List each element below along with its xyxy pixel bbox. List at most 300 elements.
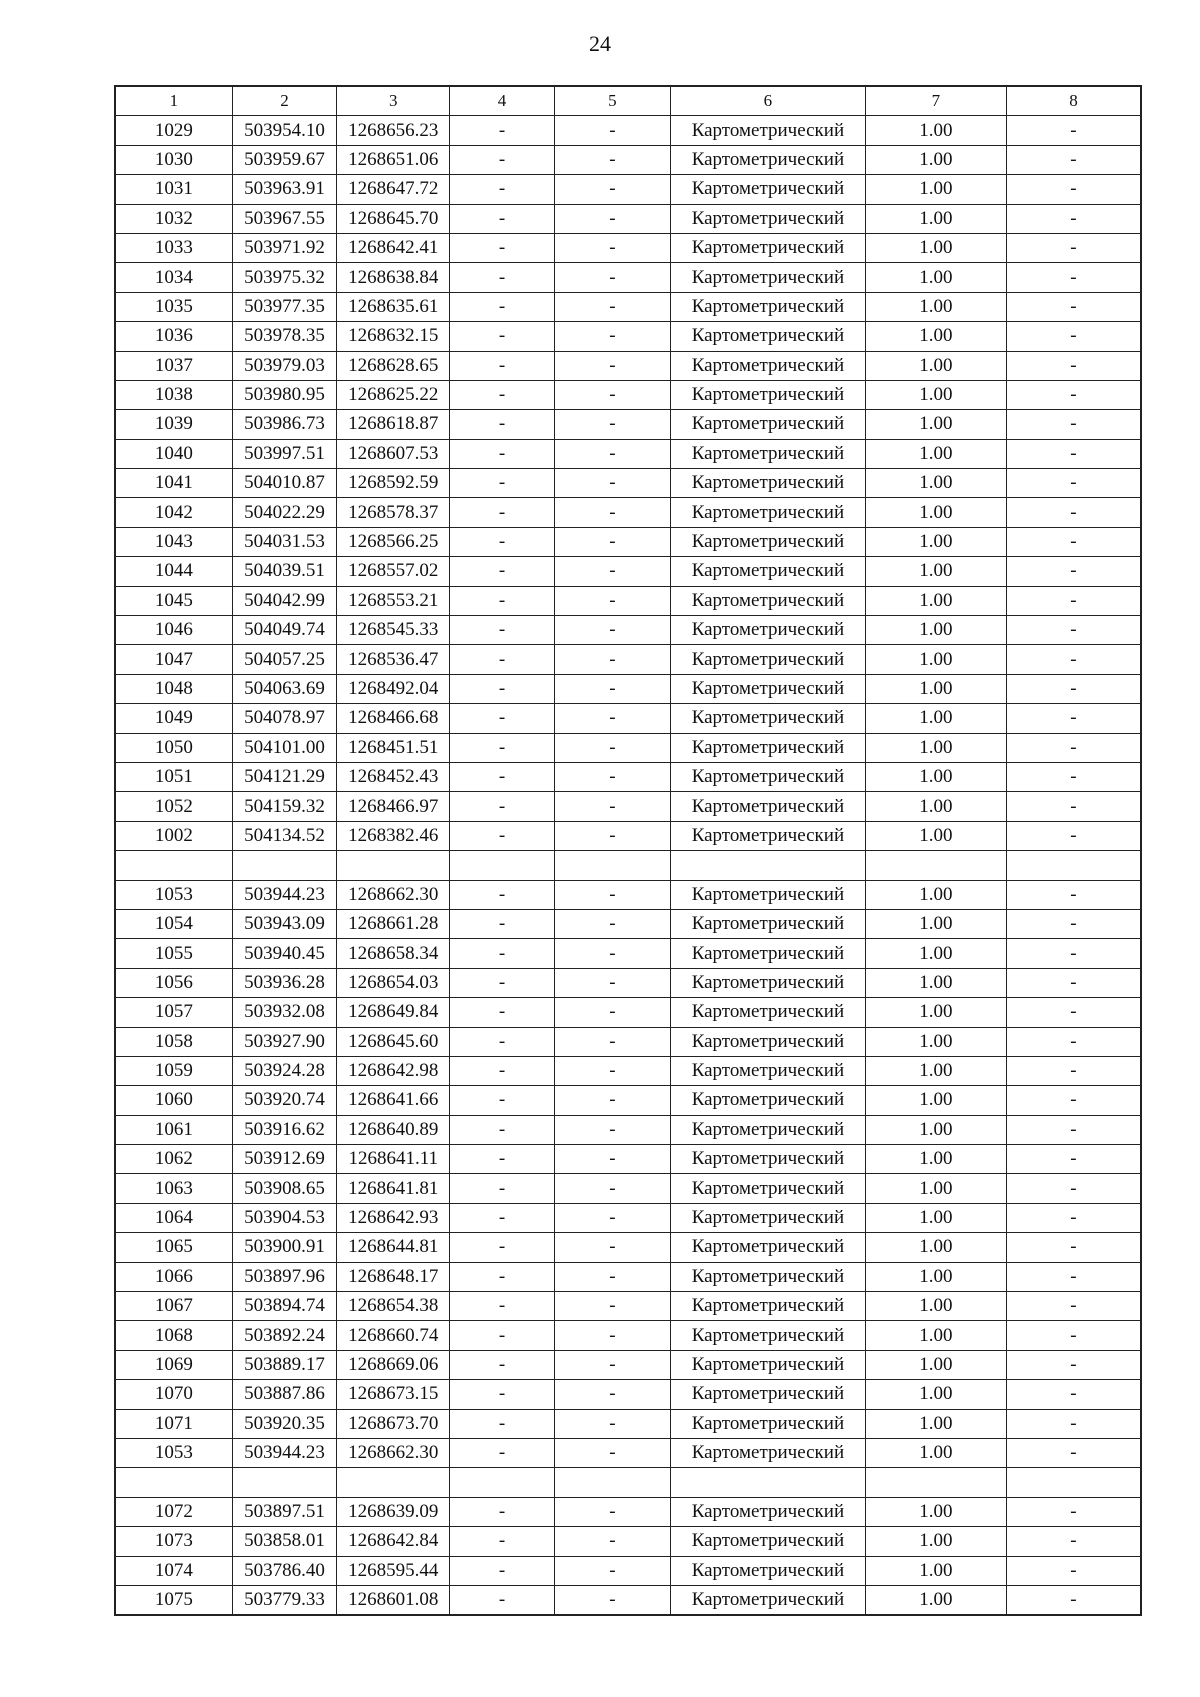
cell-point-number: 1074 (115, 1556, 232, 1585)
cell-point-number: 1046 (115, 616, 232, 645)
cell-accuracy: 1.00 (865, 1556, 1006, 1585)
cell-accuracy: 1.00 (865, 380, 1006, 409)
cell-point-number: 1034 (115, 263, 232, 292)
cell-coord-x: 504134.52 (232, 821, 336, 850)
cell-coord-x: 503979.03 (232, 351, 336, 380)
cell-accuracy: 1.00 (865, 704, 1006, 733)
cell-method: Картометрический (670, 733, 865, 762)
cell-col-4: - (450, 469, 554, 498)
cell-col-8: - (1006, 263, 1141, 292)
cell-coord-x: 503897.51 (232, 1497, 336, 1526)
cell-coord-x: 503908.65 (232, 1174, 336, 1203)
cell-method: Картометрический (670, 351, 865, 380)
table-row (115, 498, 1141, 527)
cell-col-4: - (450, 1145, 554, 1174)
cell-point-number: 1048 (115, 674, 232, 703)
cell-coord-y: 1268632.15 (337, 322, 450, 351)
cell-point-number: 1043 (115, 527, 232, 556)
cell-coord-y: 1268649.84 (337, 998, 450, 1027)
table-row (115, 792, 1141, 821)
table-row (115, 527, 1141, 556)
cell-method: Картометрический (670, 1556, 865, 1585)
cell-accuracy: 1.00 (865, 792, 1006, 821)
cell-accuracy: 1.00 (865, 1174, 1006, 1203)
cell-point-number: 1065 (115, 1233, 232, 1262)
cell-col-8: - (1006, 351, 1141, 380)
cell-method: Картометрический (670, 1292, 865, 1321)
cell-col-5: - (554, 1350, 670, 1379)
cell-coord-y: 1268644.81 (337, 1233, 450, 1262)
cell-col-8: - (1006, 1438, 1141, 1467)
cell-col-4: - (450, 1585, 554, 1615)
cell-col-4: - (450, 175, 554, 204)
cell-accuracy: 1.00 (865, 469, 1006, 498)
cell-method: Картометрический (670, 322, 865, 351)
cell-col-5: - (554, 263, 670, 292)
coordinates-table (114, 85, 1142, 1616)
cell-point-number: 1037 (115, 351, 232, 380)
header-cell: 2 (232, 86, 336, 116)
cell-col-4: - (450, 322, 554, 351)
cell-point-number: 1045 (115, 586, 232, 615)
cell-coord-y: 1268492.04 (337, 674, 450, 703)
cell-col-5: - (554, 762, 670, 791)
cell-col-5: - (554, 645, 670, 674)
table-row (115, 145, 1141, 174)
cell-method: Картометрический (670, 439, 865, 468)
cell-point-number: 1050 (115, 733, 232, 762)
table-row (115, 1233, 1141, 1262)
cell-point-number: 1064 (115, 1203, 232, 1232)
cell-coord-y: 1268641.81 (337, 1174, 450, 1203)
table-row (115, 439, 1141, 468)
table-row (115, 1203, 1141, 1232)
cell-accuracy: 1.00 (865, 557, 1006, 586)
cell-col-5: - (554, 351, 670, 380)
table-row (115, 204, 1141, 233)
cell-coord-x: 504022.29 (232, 498, 336, 527)
cell-coord-x (232, 851, 336, 880)
cell-coord-y: 1268566.25 (337, 527, 450, 556)
cell-method: Картометрический (670, 586, 865, 615)
cell-method: Картометрический (670, 1115, 865, 1144)
cell-coord-x: 503920.74 (232, 1086, 336, 1115)
cell-coord-x: 504121.29 (232, 762, 336, 791)
cell-accuracy: 1.00 (865, 1233, 1006, 1262)
cell-coord-y: 1268592.59 (337, 469, 450, 498)
cell-col-4: - (450, 204, 554, 233)
cell-coord-x: 504057.25 (232, 645, 336, 674)
cell-col-5: - (554, 1292, 670, 1321)
table-row (115, 1350, 1141, 1379)
cell-point-number: 1062 (115, 1145, 232, 1174)
cell-accuracy: 1.00 (865, 733, 1006, 762)
table-row (115, 116, 1141, 145)
cell-col-4: - (450, 263, 554, 292)
table-row (115, 322, 1141, 351)
cell-col-4: - (450, 1174, 554, 1203)
cell-coord-y: 1268466.68 (337, 704, 450, 733)
cell-accuracy: 1.00 (865, 1585, 1006, 1615)
cell-col-5: - (554, 704, 670, 733)
cell-col-8: - (1006, 674, 1141, 703)
cell-col-8: - (1006, 880, 1141, 909)
cell-col-8: - (1006, 439, 1141, 468)
cell-col-5: - (554, 175, 670, 204)
cell-accuracy: 1.00 (865, 909, 1006, 938)
cell-coord-x: 503900.91 (232, 1233, 336, 1262)
cell-coord-y: 1268545.33 (337, 616, 450, 645)
cell-col-5: - (554, 1497, 670, 1526)
cell-col-8: - (1006, 116, 1141, 145)
cell-col-8: - (1006, 410, 1141, 439)
cell-point-number: 1047 (115, 645, 232, 674)
cell-col-8: - (1006, 821, 1141, 850)
table-row (115, 998, 1141, 1027)
cell-coord-x: 503912.69 (232, 1145, 336, 1174)
table-row (115, 1086, 1141, 1115)
cell-col-8: - (1006, 1497, 1141, 1526)
header-cell: 7 (865, 86, 1006, 116)
cell-coord-x: 503959.67 (232, 145, 336, 174)
cell-col-5: - (554, 1585, 670, 1615)
cell-coord-y: 1268635.61 (337, 292, 450, 321)
cell-coord-x: 503887.86 (232, 1380, 336, 1409)
cell-col-4: - (450, 733, 554, 762)
table-row (115, 1585, 1141, 1615)
cell-point-number: 1070 (115, 1380, 232, 1409)
cell-accuracy (865, 1468, 1006, 1497)
cell-col-4: - (450, 1527, 554, 1556)
cell-coord-x: 504049.74 (232, 616, 336, 645)
header-cell: 8 (1006, 86, 1141, 116)
cell-col-4: - (450, 1409, 554, 1438)
table-row (115, 1115, 1141, 1144)
cell-col-8: - (1006, 1115, 1141, 1144)
cell-accuracy: 1.00 (865, 1115, 1006, 1144)
cell-col-4: - (450, 145, 554, 174)
cell-coord-x: 504159.32 (232, 792, 336, 821)
cell-col-5: - (554, 527, 670, 556)
cell-coord-y: 1268382.46 (337, 821, 450, 850)
cell-col-5: - (554, 498, 670, 527)
cell-method: Картометрический (670, 1585, 865, 1615)
cell-col-4 (450, 1468, 554, 1497)
cell-col-4: - (450, 1497, 554, 1526)
cell-coord-y: 1268536.47 (337, 645, 450, 674)
cell-col-5: - (554, 1056, 670, 1085)
table-row (115, 616, 1141, 645)
cell-method: Картометрический (670, 1350, 865, 1379)
cell-col-8: - (1006, 175, 1141, 204)
cell-method: Картометрический (670, 645, 865, 674)
table-row (115, 968, 1141, 997)
cell-coord-y: 1268601.08 (337, 1585, 450, 1615)
table-row (115, 1262, 1141, 1291)
cell-col-5 (554, 1468, 670, 1497)
cell-col-8: - (1006, 1027, 1141, 1056)
cell-col-4: - (450, 704, 554, 733)
cell-point-number: 1068 (115, 1321, 232, 1350)
cell-col-8: - (1006, 1203, 1141, 1232)
cell-col-8: - (1006, 586, 1141, 615)
cell-coord-x: 503986.73 (232, 410, 336, 439)
cell-method: Картометрический (670, 204, 865, 233)
cell-col-5: - (554, 1321, 670, 1350)
cell-col-4: - (450, 880, 554, 909)
cell-col-5: - (554, 1145, 670, 1174)
cell-col-5: - (554, 145, 670, 174)
cell-col-4: - (450, 1292, 554, 1321)
cell-point-number: 1039 (115, 410, 232, 439)
cell-method: Картометрический (670, 1056, 865, 1085)
cell-col-8: - (1006, 322, 1141, 351)
cell-coord-y: 1268638.84 (337, 263, 450, 292)
table-row (115, 821, 1141, 850)
cell-coord-y: 1268466.97 (337, 792, 450, 821)
cell-coord-x: 503924.28 (232, 1056, 336, 1085)
cell-col-8: - (1006, 1056, 1141, 1085)
cell-coord-y: 1268673.15 (337, 1380, 450, 1409)
cell-point-number: 1069 (115, 1350, 232, 1379)
cell-method: Картометрический (670, 175, 865, 204)
cell-col-4: - (450, 439, 554, 468)
cell-col-8: - (1006, 557, 1141, 586)
cell-method: Картометрический (670, 762, 865, 791)
cell-coord-x: 504101.00 (232, 733, 336, 762)
cell-coord-y: 1268645.60 (337, 1027, 450, 1056)
cell-coord-y: 1268661.28 (337, 909, 450, 938)
cell-col-5: - (554, 469, 670, 498)
cell-coord-y (337, 851, 450, 880)
cell-col-8: - (1006, 1233, 1141, 1262)
table-row (115, 1145, 1141, 1174)
cell-method: Картометрический (670, 1174, 865, 1203)
cell-method: Картометрический (670, 380, 865, 409)
cell-accuracy: 1.00 (865, 616, 1006, 645)
cell-point-number: 1042 (115, 498, 232, 527)
cell-accuracy: 1.00 (865, 1409, 1006, 1438)
cell-method: Картометрический (670, 792, 865, 821)
cell-accuracy: 1.00 (865, 351, 1006, 380)
cell-col-5: - (554, 674, 670, 703)
cell-point-number: 1059 (115, 1056, 232, 1085)
cell-accuracy: 1.00 (865, 322, 1006, 351)
cell-coord-x: 504039.51 (232, 557, 336, 586)
table-row (115, 851, 1141, 880)
cell-accuracy: 1.00 (865, 204, 1006, 233)
cell-accuracy: 1.00 (865, 1350, 1006, 1379)
cell-col-8: - (1006, 968, 1141, 997)
cell-point-number: 1030 (115, 145, 232, 174)
header-cell: 4 (450, 86, 554, 116)
cell-col-8: - (1006, 1585, 1141, 1615)
cell-col-5: - (554, 792, 670, 821)
cell-coord-y (337, 1468, 450, 1497)
cell-col-4: - (450, 616, 554, 645)
cell-point-number: 1053 (115, 880, 232, 909)
cell-col-4: - (450, 380, 554, 409)
cell-coord-x: 503904.53 (232, 1203, 336, 1232)
cell-col-8: - (1006, 469, 1141, 498)
cell-coord-y: 1268642.84 (337, 1527, 450, 1556)
table-row (115, 1292, 1141, 1321)
cell-coord-y: 1268642.93 (337, 1203, 450, 1232)
cell-coord-y: 1268658.34 (337, 939, 450, 968)
cell-col-8: - (1006, 292, 1141, 321)
cell-coord-x: 503889.17 (232, 1350, 336, 1379)
cell-coord-x: 503932.08 (232, 998, 336, 1027)
cell-coord-y: 1268641.11 (337, 1145, 450, 1174)
cell-method: Картометрический (670, 616, 865, 645)
cell-coord-y: 1268648.17 (337, 1262, 450, 1291)
table-body (115, 116, 1141, 1615)
cell-method: Картометрический (670, 292, 865, 321)
cell-coord-x: 503920.35 (232, 1409, 336, 1438)
table-row (115, 939, 1141, 968)
cell-coord-y: 1268451.51 (337, 733, 450, 762)
cell-coord-x: 503779.33 (232, 1585, 336, 1615)
cell-accuracy: 1.00 (865, 762, 1006, 791)
cell-col-8: - (1006, 233, 1141, 262)
cell-accuracy: 1.00 (865, 1203, 1006, 1232)
cell-col-8: - (1006, 1145, 1141, 1174)
table-row (115, 674, 1141, 703)
cell-col-4: - (450, 116, 554, 145)
cell-coord-y: 1268673.70 (337, 1409, 450, 1438)
cell-col-4: - (450, 1350, 554, 1379)
cell-method: Картометрический (670, 998, 865, 1027)
table-row (115, 1497, 1141, 1526)
cell-col-8: - (1006, 1556, 1141, 1585)
cell-point-number: 1060 (115, 1086, 232, 1115)
cell-coord-y: 1268557.02 (337, 557, 450, 586)
cell-method: Картометрический (670, 704, 865, 733)
cell-accuracy: 1.00 (865, 1321, 1006, 1350)
cell-coord-y: 1268553.21 (337, 586, 450, 615)
cell-accuracy: 1.00 (865, 1497, 1006, 1526)
cell-coord-x: 503954.10 (232, 116, 336, 145)
cell-col-8: - (1006, 939, 1141, 968)
cell-col-8: - (1006, 527, 1141, 556)
cell-col-8: - (1006, 909, 1141, 938)
cell-coord-y: 1268660.74 (337, 1321, 450, 1350)
cell-coord-y: 1268651.06 (337, 145, 450, 174)
cell-col-4: - (450, 527, 554, 556)
cell-coord-x: 503916.62 (232, 1115, 336, 1144)
cell-point-number: 1054 (115, 909, 232, 938)
cell-point-number: 1041 (115, 469, 232, 498)
cell-col-8: - (1006, 762, 1141, 791)
cell-accuracy: 1.00 (865, 1380, 1006, 1409)
cell-method: Картометрический (670, 1527, 865, 1556)
cell-col-5: - (554, 616, 670, 645)
cell-col-4: - (450, 1438, 554, 1467)
cell-col-5: - (554, 1027, 670, 1056)
cell-col-8: - (1006, 380, 1141, 409)
cell-point-number: 1053 (115, 1438, 232, 1467)
cell-method: Картометрический (670, 821, 865, 850)
cell-method: Картометрический (670, 909, 865, 938)
cell-col-4: - (450, 909, 554, 938)
cell-col-4: - (450, 557, 554, 586)
table-row (115, 1174, 1141, 1203)
cell-accuracy: 1.00 (865, 998, 1006, 1027)
cell-col-5: - (554, 1409, 670, 1438)
cell-col-4: - (450, 939, 554, 968)
cell-col-8: - (1006, 645, 1141, 674)
cell-point-number: 1002 (115, 821, 232, 850)
cell-method: Картометрический (670, 116, 865, 145)
cell-point-number: 1031 (115, 175, 232, 204)
cell-point-number: 1075 (115, 1585, 232, 1615)
cell-col-5: - (554, 1174, 670, 1203)
cell-col-5: - (554, 909, 670, 938)
cell-col-5: - (554, 1115, 670, 1144)
cell-coord-y: 1268669.06 (337, 1350, 450, 1379)
cell-coord-x: 504063.69 (232, 674, 336, 703)
cell-accuracy: 1.00 (865, 439, 1006, 468)
cell-point-number: 1035 (115, 292, 232, 321)
cell-accuracy: 1.00 (865, 527, 1006, 556)
table-row (115, 263, 1141, 292)
cell-col-5: - (554, 1203, 670, 1232)
cell-accuracy: 1.00 (865, 968, 1006, 997)
cell-method: Картометрический (670, 233, 865, 262)
cell-col-4: - (450, 1321, 554, 1350)
table-row (115, 410, 1141, 439)
cell-col-5: - (554, 1086, 670, 1115)
cell-col-5: - (554, 1527, 670, 1556)
cell-point-number: 1067 (115, 1292, 232, 1321)
cell-col-5: - (554, 233, 670, 262)
cell-coord-x: 503975.32 (232, 263, 336, 292)
cell-method: Картометрический (670, 1086, 865, 1115)
cell-col-5: - (554, 292, 670, 321)
cell-coord-y: 1268656.23 (337, 116, 450, 145)
cell-accuracy: 1.00 (865, 1145, 1006, 1174)
cell-col-4: - (450, 998, 554, 1027)
cell-coord-x: 504010.87 (232, 469, 336, 498)
cell-accuracy: 1.00 (865, 1056, 1006, 1085)
cell-coord-x: 504078.97 (232, 704, 336, 733)
cell-coord-x: 503858.01 (232, 1527, 336, 1556)
cell-coord-x: 503897.96 (232, 1262, 336, 1291)
cell-coord-y: 1268654.38 (337, 1292, 450, 1321)
cell-coord-x: 503894.74 (232, 1292, 336, 1321)
cell-col-8: - (1006, 1380, 1141, 1409)
cell-col-8: - (1006, 998, 1141, 1027)
table-row (115, 909, 1141, 938)
table-row (115, 351, 1141, 380)
cell-accuracy: 1.00 (865, 1086, 1006, 1115)
cell-coord-x: 503977.35 (232, 292, 336, 321)
cell-col-4: - (450, 821, 554, 850)
cell-accuracy: 1.00 (865, 1027, 1006, 1056)
cell-col-4: - (450, 1262, 554, 1291)
cell-coord-x: 504042.99 (232, 586, 336, 615)
cell-col-4: - (450, 1056, 554, 1085)
cell-coord-y: 1268642.41 (337, 233, 450, 262)
cell-coord-x: 503963.91 (232, 175, 336, 204)
cell-coord-x: 503978.35 (232, 322, 336, 351)
cell-accuracy: 1.00 (865, 821, 1006, 850)
cell-col-5: - (554, 1438, 670, 1467)
cell-col-4: - (450, 292, 554, 321)
cell-method (670, 1468, 865, 1497)
cell-col-5: - (554, 968, 670, 997)
cell-accuracy: 1.00 (865, 1438, 1006, 1467)
